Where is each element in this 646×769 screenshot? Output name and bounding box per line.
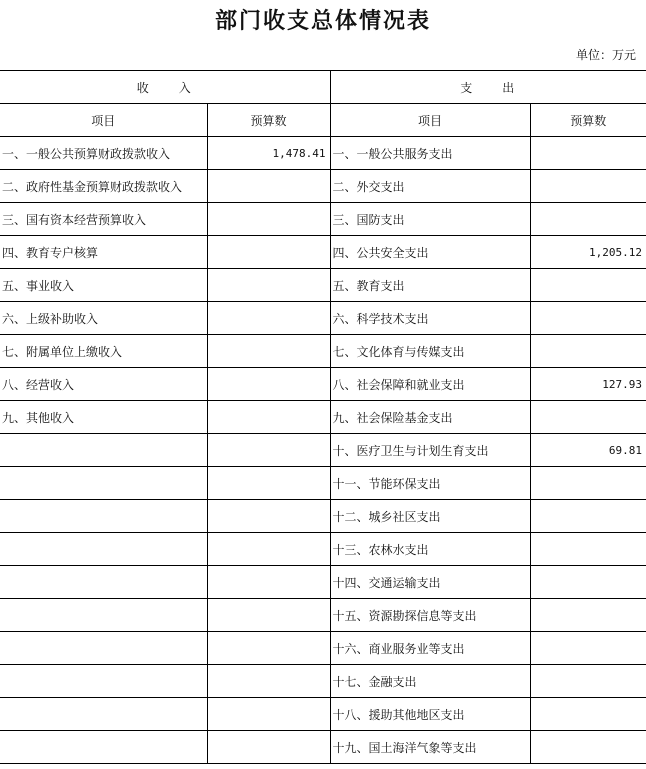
expense-item-cell: 十五、资源勘探信息等支出	[330, 599, 530, 632]
expense-item-cell: 十三、农林水支出	[330, 533, 530, 566]
expense-budget-header: 预算数	[530, 104, 646, 137]
income-item-cell: 七、附属单位上缴收入	[0, 335, 207, 368]
income-budget-cell	[207, 170, 330, 203]
table-row	[0, 236, 646, 269]
income-item-cell: 一、一般公共预算财政拨款收入	[0, 137, 207, 170]
expense-item-cell: 十八、援助其他地区支出	[330, 698, 530, 731]
income-budget-cell: 1,478.41	[207, 137, 330, 170]
expense-item-header: 项目	[330, 104, 530, 137]
income-budget-cell	[207, 500, 330, 533]
income-budget-header: 预算数	[207, 104, 330, 137]
expense-item-cell: 九、社会保险基金支出	[330, 401, 530, 434]
table-row	[0, 137, 646, 170]
expense-budget-cell	[530, 137, 646, 170]
expense-item-cell: 十二、城乡社区支出	[330, 500, 530, 533]
expense-budget-cell	[530, 599, 646, 632]
expense-item-cell: 四、公共安全支出	[330, 236, 530, 269]
income-budget-cell	[207, 665, 330, 698]
table-row	[0, 665, 646, 698]
income-budget-cell	[207, 203, 330, 236]
expense-item-cell: 十一、节能环保支出	[330, 467, 530, 500]
column-header-row	[0, 104, 646, 137]
page-title: 部门收支总体情况表	[214, 8, 431, 34]
table-row	[0, 698, 646, 731]
income-budget-cell	[207, 533, 330, 566]
income-budget-cell	[207, 698, 330, 731]
income-item-cell	[0, 434, 207, 467]
expense-budget-cell	[530, 467, 646, 500]
expense-item-cell: 二、外交支出	[330, 170, 530, 203]
income-item-cell	[0, 566, 207, 599]
expense-budget-cell	[530, 731, 646, 764]
income-budget-cell	[207, 566, 330, 599]
income-item-cell: 九、其他收入	[0, 401, 207, 434]
income-item-cell	[0, 533, 207, 566]
income-budget-cell	[207, 368, 330, 401]
income-item-cell	[0, 665, 207, 698]
expense-item-cell: 七、文化体育与传媒支出	[330, 335, 530, 368]
table-row	[0, 599, 646, 632]
income-item-cell	[0, 500, 207, 533]
expense-item-cell: 八、社会保障和就业支出	[330, 368, 530, 401]
expense-budget-cell: 1,205.12	[530, 236, 646, 269]
table-row	[0, 500, 646, 533]
table-row	[0, 533, 646, 566]
expense-budget-cell	[530, 533, 646, 566]
income-budget-cell	[207, 434, 330, 467]
expense-item-cell: 十四、交通运输支出	[330, 566, 530, 599]
table-row	[0, 170, 646, 203]
income-item-cell: 五、事业收入	[0, 269, 207, 302]
income-budget-cell	[207, 599, 330, 632]
table-row	[0, 632, 646, 665]
expense-budget-cell	[530, 500, 646, 533]
expense-budget-cell	[530, 203, 646, 236]
income-budget-cell	[207, 467, 330, 500]
expense-item-cell: 一、一般公共服务支出	[330, 137, 530, 170]
income-budget-cell	[207, 731, 330, 764]
expense-budget-cell: 127.93	[530, 368, 646, 401]
table-row	[0, 401, 646, 434]
table-row	[0, 368, 646, 401]
table-row	[0, 731, 646, 764]
income-budget-cell	[207, 269, 330, 302]
income-item-cell	[0, 467, 207, 500]
income-item-cell	[0, 698, 207, 731]
expense-budget-cell	[530, 401, 646, 434]
table-row	[0, 335, 646, 368]
expense-budget-cell: 69.81	[530, 434, 646, 467]
budget-table	[0, 70, 646, 764]
expense-budget-cell	[530, 302, 646, 335]
income-budget-cell	[207, 632, 330, 665]
expense-item-cell: 五、教育支出	[330, 269, 530, 302]
table-row	[0, 302, 646, 335]
expense-budget-cell	[530, 170, 646, 203]
income-item-cell	[0, 632, 207, 665]
table-row	[0, 434, 646, 467]
expense-budget-cell	[530, 698, 646, 731]
income-item-cell: 八、经营收入	[0, 368, 207, 401]
income-budget-cell	[207, 335, 330, 368]
section-header-row	[0, 71, 646, 104]
income-item-cell: 六、上级补助收入	[0, 302, 207, 335]
expense-budget-cell	[530, 566, 646, 599]
income-item-cell: 三、国有资本经营预算收入	[0, 203, 207, 236]
unit-label: 单位：万元	[575, 48, 636, 62]
table-row	[0, 467, 646, 500]
table-row	[0, 203, 646, 236]
expense-item-cell: 十六、商业服务业等支出	[330, 632, 530, 665]
income-item-cell	[0, 731, 207, 764]
expense-budget-cell	[530, 335, 646, 368]
income-item-cell: 四、教育专户核算	[0, 236, 207, 269]
income-budget-cell	[207, 302, 330, 335]
income-item-cell: 二、政府性基金预算财政拨款收入	[0, 170, 207, 203]
income-item-cell	[0, 599, 207, 632]
table-row	[0, 269, 646, 302]
expense-item-cell: 十七、金融支出	[330, 665, 530, 698]
expense-section-header: 支 出	[330, 71, 646, 104]
expense-item-cell: 十九、国土海洋气象等支出	[330, 731, 530, 764]
income-section-header: 收 入	[0, 71, 330, 104]
expense-budget-cell	[530, 269, 646, 302]
expense-budget-cell	[530, 665, 646, 698]
expense-item-cell: 十、医疗卫生与计划生育支出	[330, 434, 530, 467]
expense-item-cell: 三、国防支出	[330, 203, 530, 236]
table-row	[0, 566, 646, 599]
income-item-header: 项目	[0, 104, 207, 137]
income-budget-cell	[207, 236, 330, 269]
income-budget-cell	[207, 401, 330, 434]
expense-item-cell: 六、科学技术支出	[330, 302, 530, 335]
expense-budget-cell	[530, 632, 646, 665]
